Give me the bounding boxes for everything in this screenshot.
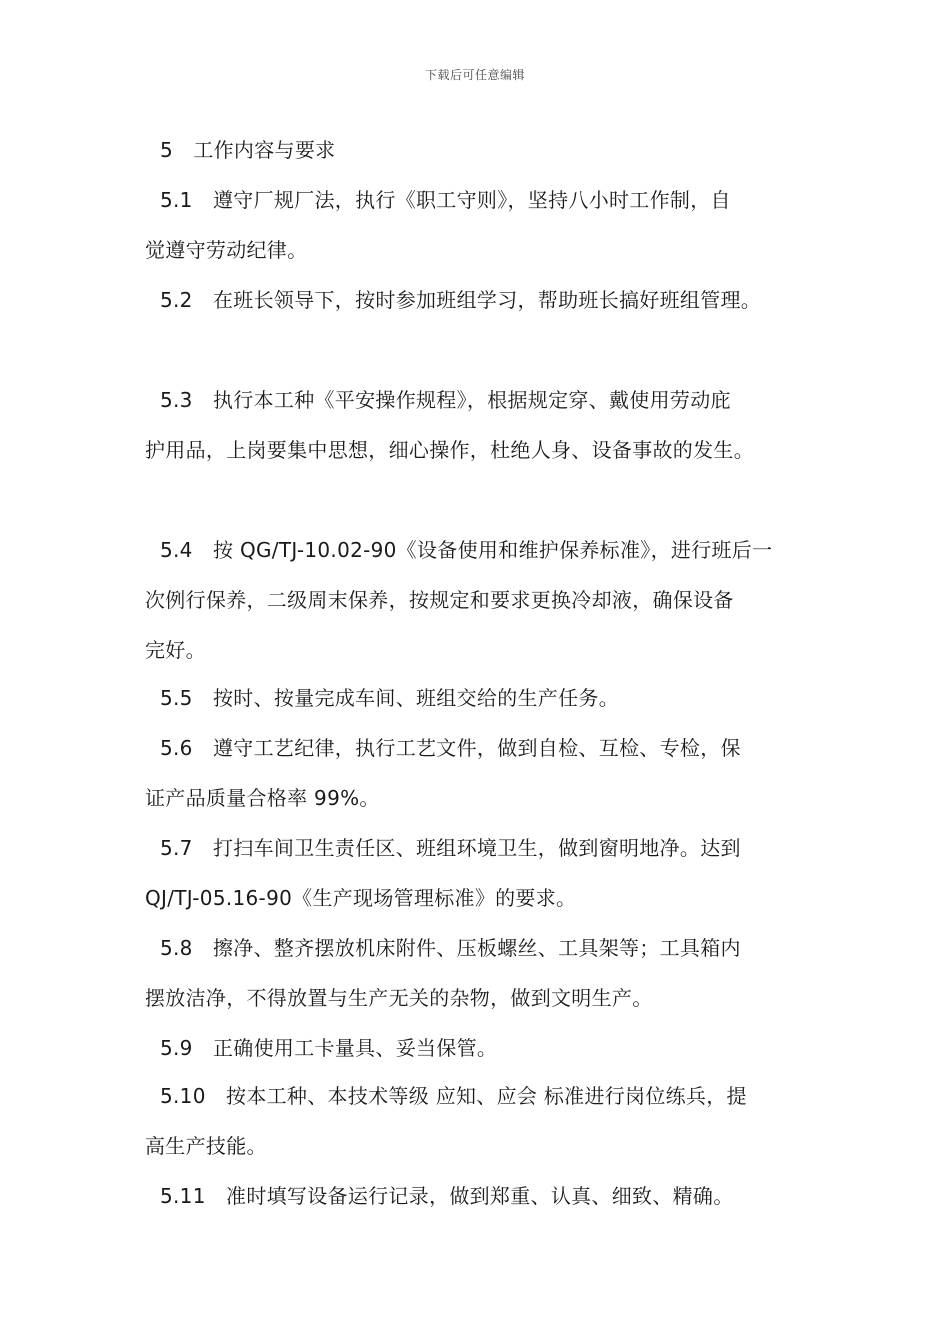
clause-5-8-cont: 摆放洁净，不得放置与生产无关的杂物，做到文明生产。: [145, 986, 653, 1010]
clause-5-10-cont: 高生产技能。: [145, 1134, 267, 1158]
clause-5-8: 5.8 擦净、整齐摆放机床附件、压板螺丝、工具架等；工具箱内: [160, 936, 741, 960]
clause-5-9: 5.9 正确使用工卡量具、妥当保管。: [160, 1036, 498, 1060]
clause-5-4-cont2: 完好。: [145, 638, 206, 662]
page-header: 下载后可任意编辑: [424, 68, 525, 82]
clause-5-4-cont: 次例行保养，二级周末保养，按规定和要求更换冷却液，确保设备: [145, 588, 734, 612]
clause-5-3: 5.3 执行本工种《平安操作规程》，根据规定穿、戴使用劳动庇: [160, 388, 731, 412]
section-heading: 5 工作内容与要求: [160, 138, 336, 162]
clause-5-1: 5.1 遵守厂规厂法，执行《职工守则》，坚持八小时工作制，自: [160, 188, 731, 212]
clause-5-3-cont: 护用品，上岗要集中思想，细心操作，杜绝人身、设备事故的发生。: [145, 438, 754, 462]
clause-5-7-cont: QJ/TJ-05.16-90《生产现场管理标准》的要求。: [145, 886, 577, 910]
clause-5-7: 5.7 打扫车间卫生责任区、班组环境卫生，做到窗明地净。达到: [160, 836, 741, 860]
clause-5-10: 5.10 按本工种、本技术等级 应知、应会 标准进行岗位练兵，提: [160, 1084, 747, 1108]
clause-5-2: 5.2 在班长领导下，按时参加班组学习，帮助班长搞好班组管理。: [160, 288, 762, 312]
clause-5-6-cont: 证产品质量合格率 99%。: [145, 786, 380, 810]
clause-5-6: 5.6 遵守工艺纪律，执行工艺文件，做到自检、互检、专检，保: [160, 736, 741, 760]
clause-5-5: 5.5 按时、按量完成车间、班组交给的生产任务。: [160, 686, 620, 710]
clause-5-11: 5.11 准时填写设备运行记录，做到郑重、认真、细致、精确。: [160, 1184, 734, 1208]
clause-5-4: 5.4 按 QG/TJ-10.02-90《设备使用和维护保养标准》，进行班后一: [160, 538, 773, 562]
clause-5-1-cont: 觉遵守劳动纪律。: [145, 238, 308, 262]
